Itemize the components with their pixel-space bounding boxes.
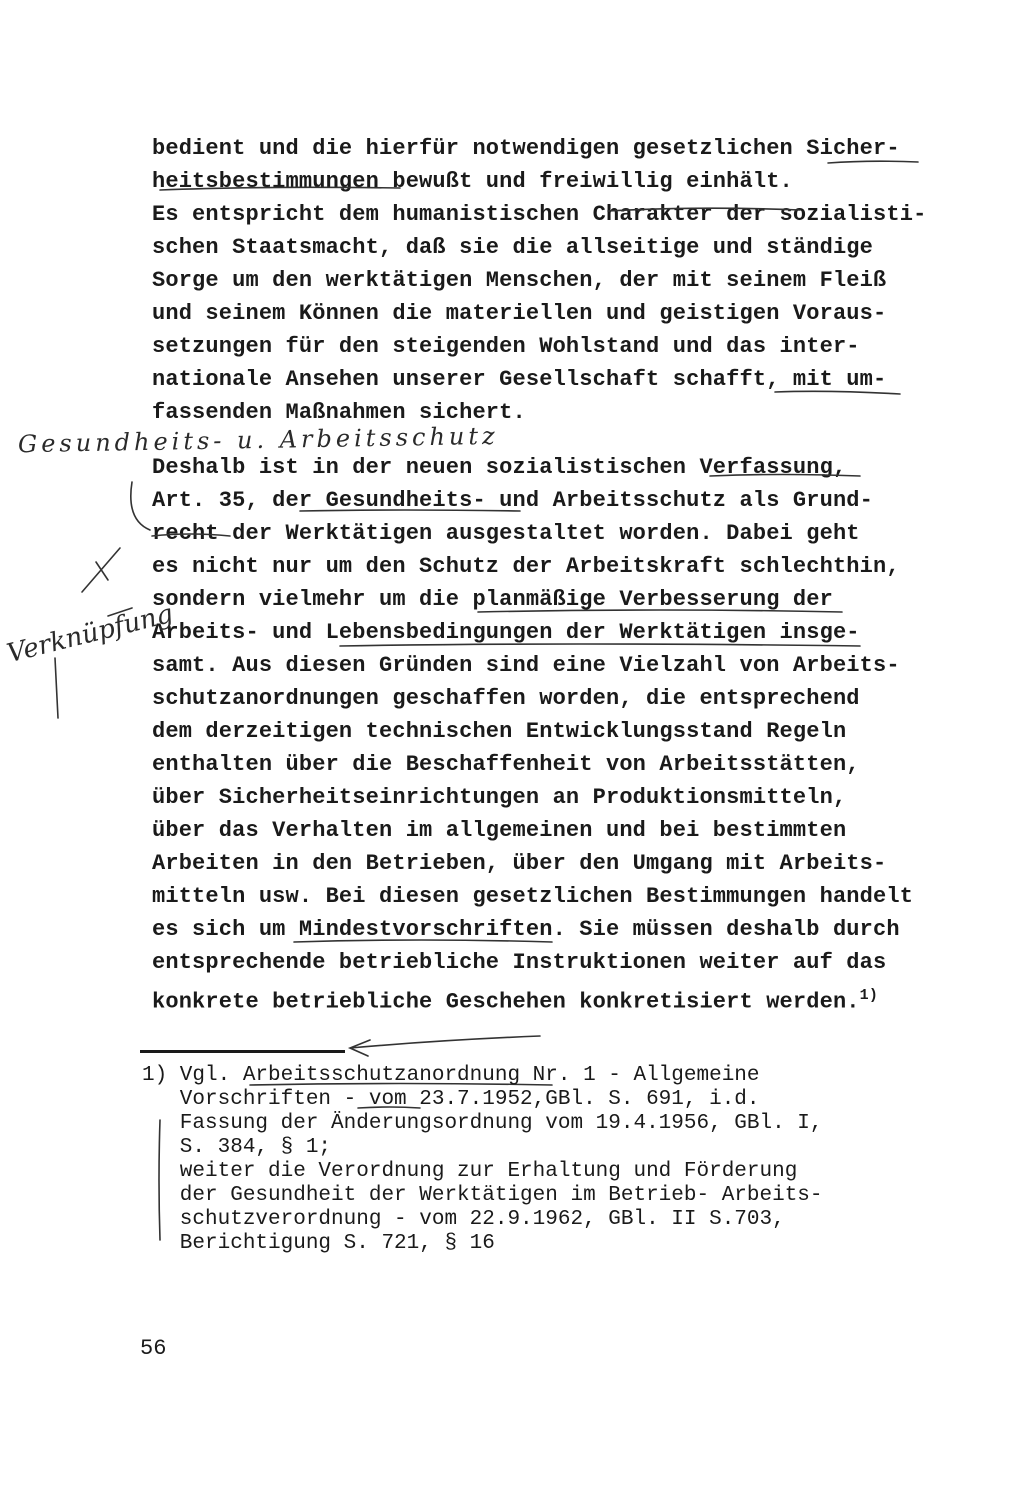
footnote-line: Fassung der Änderungsordnung vom 19.4.1956, GBl. I, (142, 1112, 823, 1135)
body-line: heitsbestimmungen bewußt und freiwillig einhält. (152, 169, 793, 194)
body-line: Arbeits- und Lebensbedingungen der Werktätigen insge- (152, 620, 860, 645)
body-line: über das Verhalten im allgemeinen und bei bestimmten (152, 818, 847, 843)
body-line: Es entspricht dem humanistischen Charakter der sozialisti- (152, 202, 927, 227)
handwritten-margin-mark: Verknüpfung (4, 598, 177, 670)
footnote-rule (140, 1050, 345, 1053)
body-text (152, 132, 972, 1015)
margin-bracket (131, 482, 150, 530)
footnote-line: weiter die Verordnung zur Erhaltung und Förderung (142, 1160, 798, 1183)
body-line: und seinem Können die materiellen und geistigen Voraus- (152, 301, 887, 326)
body-line: Arbeiten in den Betrieben, über den Umgang mit Arbeits- (152, 851, 887, 876)
body-line: es sich um Mindestvorschriften. Sie müssen deshalb durch (152, 917, 900, 942)
body-line: Sorge um den werktätigen Menschen, der mit seinem Fleiß (152, 268, 887, 293)
handwritten-margin-note: Gesundheits- u. Arbeitsschutz (17, 421, 499, 459)
footnote-line: Berichtigung S. 721, § 16 (142, 1232, 495, 1255)
footnotes (142, 1064, 962, 1256)
body-line: dem derzeitigen technischen Entwicklungsstand Regeln (152, 719, 847, 744)
body-line: samt. Aus diesen Gründen sind eine Vielzahl von Arbeits- (152, 653, 900, 678)
footnote-line: Vorschriften - vom 23.7.1952,GBl. S. 691, i.d. (142, 1088, 760, 1111)
body-line (152, 979, 972, 1015)
body-line: setzungen für den steigenden Wohlstand und das inter- (152, 334, 860, 359)
body-line: schutzanordnungen geschaffen worden, die entsprechend (152, 686, 860, 711)
body-line: enthalten über die Beschaffenheit von Arbeitsstätten, (152, 752, 860, 777)
margin-stroke-a (82, 548, 120, 592)
footnote-arrow (350, 1036, 540, 1056)
footnote-line: S. 384, § 1; (142, 1136, 332, 1159)
body-line: schen Staatsmacht, daß sie die allseitige und ständige (152, 235, 874, 260)
footnote-line: schutzverordnung - vom 22.9.1962, GBl. II S.703, (142, 1208, 785, 1231)
body-line: Art. 35, der Gesundheits- und Arbeitsschutz als Grund- (152, 488, 874, 513)
body-line: nationale Ansehen unserer Gesellschaft schafft, mit um- (152, 367, 887, 392)
body-line: entsprechende betriebliche Instruktionen weiter auf das (152, 950, 887, 975)
body-line: fassenden Maßnahmen sichert. (152, 400, 526, 425)
body-line: über Sicherheitseinrichtungen an Produktionsmitteln, (152, 785, 847, 810)
footnote-line: 1) Vgl. Arbeitsschutzanordnung Nr. 1 - Allgemeine (142, 1064, 760, 1087)
body-line: mitteln usw. Bei diesen gesetzlichen Bestimmungen handelt (152, 884, 914, 909)
footnote-marker: 1) (859, 987, 878, 1004)
body-line: recht der Werktätigen ausgestaltet worden. Dabei geht (152, 521, 860, 546)
body-line: Deshalb ist in der neuen sozialistischen Verfassung, (152, 455, 847, 480)
page-number: 56 (140, 1336, 167, 1361)
body-line: es nicht nur um den Schutz der Arbeitskraft schlechthin, (152, 554, 900, 579)
body-line: sondern vielmehr um die planmäßige Verbesserung der (152, 587, 833, 612)
footnote-line: der Gesundheit der Werktätigen im Betrieb- Arbeits- (142, 1184, 823, 1207)
body-line: bedient und die hierfür notwendigen gesetzlichen Sicher- (152, 136, 900, 161)
last-line-text: konkrete betriebliche Geschehen konkretisiert werden. (152, 989, 860, 1015)
margin-stroke-b (55, 658, 58, 718)
